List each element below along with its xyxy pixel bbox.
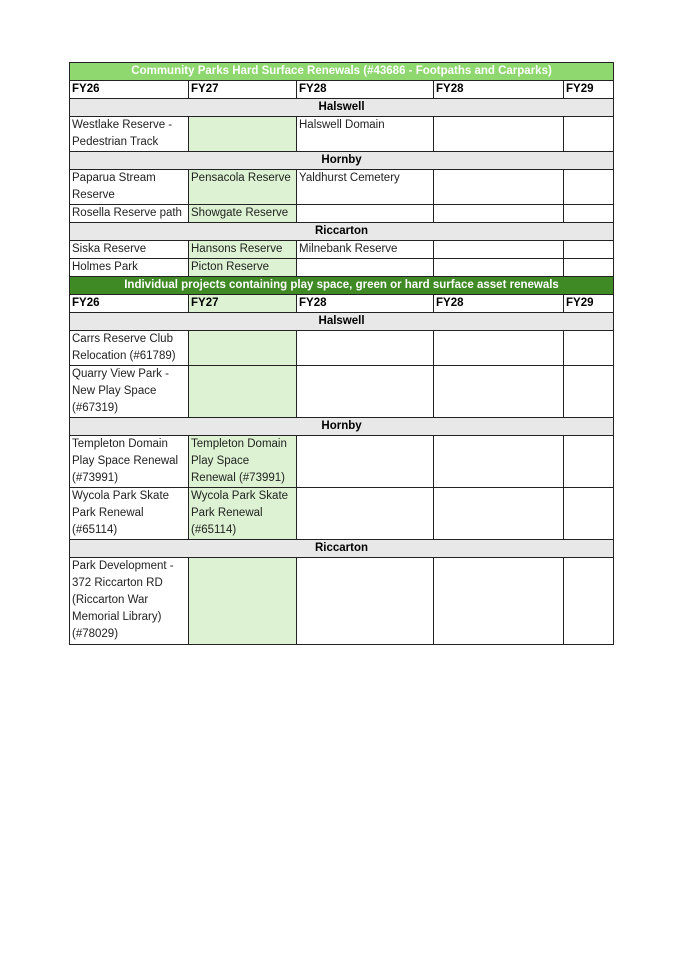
column-header: FY26 xyxy=(70,81,189,99)
table-cell: Wycola Park Skate Park Renewal (#65114) xyxy=(70,488,189,540)
table-cell: Holmes Park xyxy=(70,259,189,277)
column-header: FY27 xyxy=(189,81,297,99)
table-cell xyxy=(564,436,614,488)
table-row xyxy=(70,366,614,418)
table-cell xyxy=(434,436,564,488)
table-cell xyxy=(434,205,564,223)
table-cell: Paparua Stream Reserve xyxy=(70,170,189,205)
table-row xyxy=(70,170,614,205)
table-cell xyxy=(297,331,434,366)
table-cell: Westlake Reserve - Pedestrian Track xyxy=(70,117,189,152)
table-cell xyxy=(297,259,434,277)
column-header: FY28 xyxy=(297,295,434,313)
section-title: Community Parks Hard Surface Renewals (#43686 - Footpaths and Carparks) xyxy=(70,63,614,81)
table-row xyxy=(70,259,614,277)
table-cell: Picton Reserve xyxy=(189,259,297,277)
table-cell xyxy=(434,259,564,277)
table-row xyxy=(70,436,614,488)
area-heading: Riccarton xyxy=(70,223,614,241)
column-header: FY26 xyxy=(70,295,189,313)
table-row xyxy=(70,331,614,366)
area-heading: Hornby xyxy=(70,418,614,436)
table-cell xyxy=(564,259,614,277)
table-cell xyxy=(564,117,614,152)
table-row xyxy=(70,558,614,645)
table-cell: Rosella Reserve path xyxy=(70,205,189,223)
area-row xyxy=(70,152,614,170)
table-cell xyxy=(564,205,614,223)
area-row xyxy=(70,313,614,331)
area-heading: Halswell xyxy=(70,99,614,117)
renewals-table xyxy=(69,62,614,645)
table-cell xyxy=(189,558,297,645)
column-header: FY27 xyxy=(189,295,297,313)
table-cell xyxy=(297,558,434,645)
header-row xyxy=(70,81,614,99)
table-row xyxy=(70,117,614,152)
section-title: Individual projects containing play space, green or hard surface asset renewals xyxy=(70,277,614,295)
table-cell xyxy=(189,331,297,366)
table-row xyxy=(70,241,614,259)
area-row xyxy=(70,223,614,241)
table-cell xyxy=(434,488,564,540)
table-cell xyxy=(434,117,564,152)
table-row xyxy=(70,488,614,540)
table-cell: Showgate Reserve xyxy=(189,205,297,223)
table-cell: Templeton Domain Play Space Renewal (#73991) xyxy=(189,436,297,488)
table-cell: Siska Reserve xyxy=(70,241,189,259)
table-cell: Quarry View Park - New Play Space (#67319) xyxy=(70,366,189,418)
table-cell: Milnebank Reserve xyxy=(297,241,434,259)
table-cell: Park Development - 372 Riccarton RD (Riccarton War Memorial Library) (#78029) xyxy=(70,558,189,645)
table-cell xyxy=(564,558,614,645)
table-cell xyxy=(434,366,564,418)
table-cell xyxy=(434,241,564,259)
area-heading: Halswell xyxy=(70,313,614,331)
table-cell: Yaldhurst Cemetery xyxy=(297,170,434,205)
table-cell xyxy=(434,331,564,366)
table-cell: Templeton Domain Play Space Renewal (#73991) xyxy=(70,436,189,488)
header-row xyxy=(70,295,614,313)
area-heading: Riccarton xyxy=(70,540,614,558)
area-row xyxy=(70,99,614,117)
column-header: FY28 xyxy=(297,81,434,99)
table-cell xyxy=(297,436,434,488)
area-row xyxy=(70,418,614,436)
area-heading: Hornby xyxy=(70,152,614,170)
column-header: FY28 xyxy=(434,81,564,99)
table-cell xyxy=(434,558,564,645)
section-title-row xyxy=(70,63,614,81)
table-cell: Hansons Reserve xyxy=(189,241,297,259)
column-header: FY29 xyxy=(564,81,614,99)
table-cell xyxy=(189,117,297,152)
table-cell xyxy=(564,241,614,259)
column-header: FY29 xyxy=(564,295,614,313)
table-cell xyxy=(564,331,614,366)
table-cell xyxy=(564,170,614,205)
section-title-row xyxy=(70,277,614,295)
column-header: FY28 xyxy=(434,295,564,313)
table-cell xyxy=(297,366,434,418)
table-cell: Carrs Reserve Club Relocation (#61789) xyxy=(70,331,189,366)
area-row xyxy=(70,540,614,558)
table-row xyxy=(70,205,614,223)
table-cell xyxy=(297,488,434,540)
table-cell xyxy=(434,170,564,205)
table-cell xyxy=(189,366,297,418)
table-cell: Wycola Park Skate Park Renewal (#65114) xyxy=(189,488,297,540)
table-cell xyxy=(297,205,434,223)
table-cell xyxy=(564,488,614,540)
table-cell: Halswell Domain xyxy=(297,117,434,152)
table-cell: Pensacola Reserve xyxy=(189,170,297,205)
table-cell xyxy=(564,366,614,418)
